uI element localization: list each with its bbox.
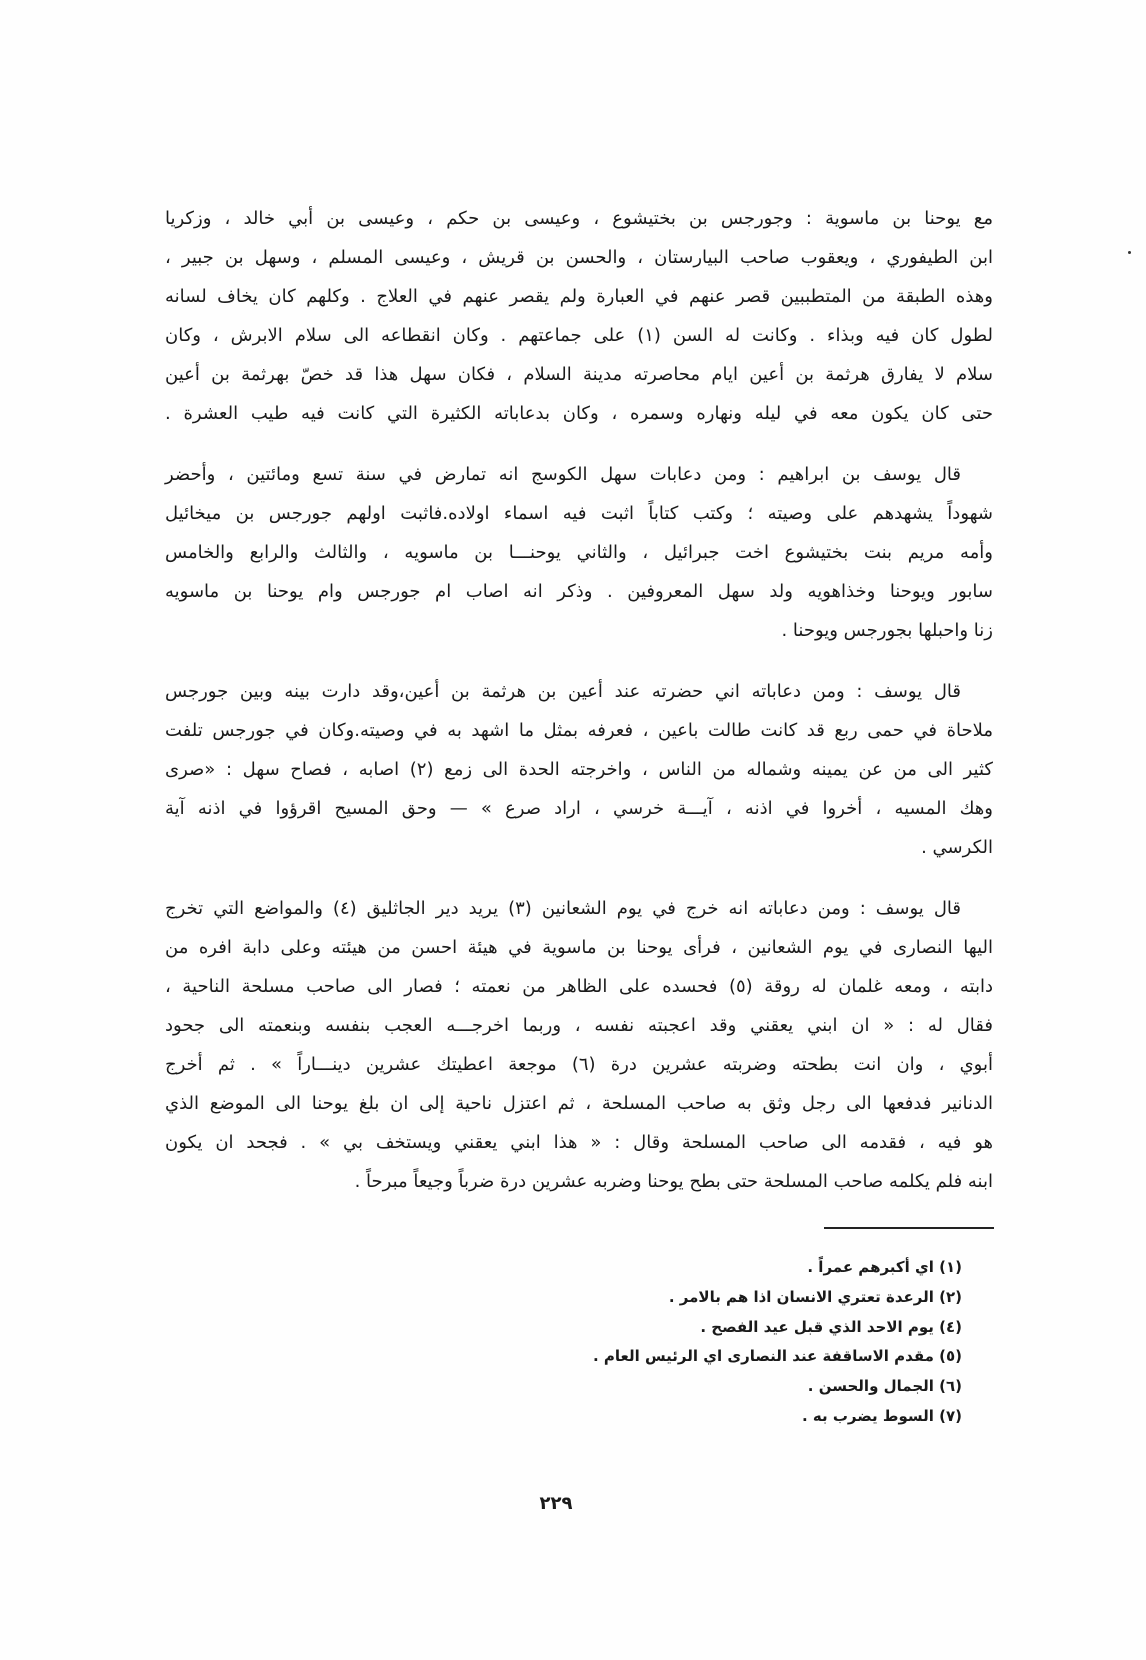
paragraph-4-line-4: فقال له : « ان ابني يعقني وقد اعجبته نفسه ، وربما اخرجـــه العجب بنفسه وبنعمته الى جحود xyxy=(165,1015,993,1036)
paragraph-2-line-5: زنا واحبلها بجورجس ويوحنا . xyxy=(781,620,993,641)
paragraph-2-line-1: قال يوسف بن ابراهيم : ومن دعابات سهل الكوسج انه تمارض في سنة تسع ومائتين ، وأحضر xyxy=(165,464,961,485)
footnote-1: (١) اي أكبرهم عمراً . xyxy=(807,1258,962,1276)
paragraph-3 xyxy=(165,672,993,867)
paragraph-4-line-2: اليها النصارى في يوم الشعانين ، فرأى يوحنا بن ماسوية في هيئة احسن من هيئته وعلى دابة افره من xyxy=(165,937,993,958)
footnote-separator xyxy=(824,1227,994,1229)
body-text xyxy=(165,199,993,1223)
paragraph-1-line-5: سلام لا يفارق هرثمة بن أعين ايام محاصرته مدينة السلام ، فكان سهل هذا قد خصّ بهرثمة بن أعين xyxy=(165,364,993,385)
paragraph-2-line-2: شهوداً يشهدهم على وصيته ؛ وكتب كتاباً اثبت فيه اسماء اولاده.فاثبت اولهم جورجس بن ميخائيل xyxy=(165,503,993,524)
paragraph-4-line-6: الدنانير فدفعها الى رجل وثق به صاحب المسلحة ، ثم اعتزل ناحية إلى ان بلغ يوحنا الى الموضع الذي xyxy=(165,1093,993,1114)
paragraph-1 xyxy=(165,199,993,433)
paragraph-3-line-5: الكرسي . xyxy=(921,837,993,858)
page-number: ٢٢٩ xyxy=(539,1493,573,1514)
footnote-7: (٧) السوط يضرب به . xyxy=(801,1406,962,1425)
paragraph-2 xyxy=(165,455,993,650)
footnotes xyxy=(402,1253,962,1432)
paragraph-3-line-2: ملاحاة في حمى ربع قد كانت طالت باعين ، فعرفه بمثل ما اشهد به في وصيته.وكان في جورجس تلفت xyxy=(165,720,993,741)
paragraph-4 xyxy=(165,889,993,1201)
scan-speck xyxy=(1128,251,1131,254)
paragraph-1-line-2: ابن الطيفوري ، ويعقوب صاحب البيارستان ، والحسن بن قريش ، وعيسى المسلم ، وسهل بن جبير ، xyxy=(165,247,993,268)
paragraph-1-line-6: حتى كان يكون معه في ليله ونهاره وسمره ، وكان بدعاباته الكثيرة التي كانت فيه طيب العشرة . xyxy=(165,403,993,424)
paragraph-3-line-3: كثير الى من عن يمينه وشماله من الناس ، واخرجته الحدة الى زمع (٢) اصابه ، فصاح سهل : «صرى xyxy=(165,759,993,780)
footnote-5: (٥) مقدم الاساقفة عند النصارى اي الرئيس العام . xyxy=(592,1347,962,1366)
paragraph-3-line-4: وهك المسيه ، أخروا في اذنه ، آيـــة خرسي ، اراد صرع » — وحق المسيح اقرؤوا في اذنه آية xyxy=(165,798,993,819)
paragraph-1-line-1: مع يوحنا بن ماسوية : وجورجس بن بختيشوع ، وعيسى بن حكم ، وعيسى بن أبي خالد ، وزكريا xyxy=(165,208,993,229)
paragraph-4-line-5: أبوي ، وان انت بطحته وضربته عشرين درة (٦) موجعة اعطيتك عشرين دينـــاراً » . ثم أخرج xyxy=(165,1054,993,1075)
footnote-6: (٦) الجمال والحسن . xyxy=(807,1377,962,1396)
paragraph-1-line-4: لطول كان فيه وبذاء . وكانت له السن (١) على جماعتهم . وكان انقطاعه الى سلام الابرش ، وكان xyxy=(165,325,994,346)
paragraph-2-line-4: سابور ويوحنا وخذاهويه ولد سهل المعروفين . وذكر انه اصاب ام جورجس وام يوحنا بن ماسويه xyxy=(165,581,993,602)
paragraph-2-line-3: وأمه مريم بنت بختيشوع اخت جبرائيل ، والثاني يوحنـــا بن ماسويه ، والثالث والرابع والخامس xyxy=(165,542,993,563)
paragraph-4-line-1: قال يوسف : ومن دعاباته انه خرج في يوم الشعانين (٣) يريد دير الجاثليق (٤) والمواضع التي تخرج xyxy=(165,898,961,919)
paragraph-4-line-7: هو فيه ، فقدمه الى صاحب المسلحة وقال : « هذا ابني يعقني ويستخف بي » . فجحد ان يكون xyxy=(165,1132,993,1153)
paragraph-1-line-3: وهذه الطبقة من المتطببين قصر عنهم في العبارة ولم يقصر عنهم في العلاج . وكلهم كان يخاف لسانه xyxy=(165,286,993,307)
paragraph-4-line-3: دابته ، ومعه غلمان له روقة (٥) فحسده على الظاهر من نعمته ؛ فصار الى صاحب مسلحة الناحية ، xyxy=(165,976,993,997)
footnote-4: (٤) يوم الاحد الذي قبل عيد الفصح . xyxy=(700,1317,962,1336)
footnote-2: (٢) الرعدة تعتري الانسان اذا هم بالامر . xyxy=(668,1287,962,1306)
paragraph-3-line-1: قال يوسف : ومن دعاباته اني حضرته عند أعين بن هرثمة بن أعين،وقد دارت بينه وبين جورجس xyxy=(165,681,961,702)
paragraph-4-line-8: ابنه فلم يكلمه صاحب المسلحة حتى بطح يوحنا وضربه عشرين درة ضرباً وجيعاً مبرحاً . xyxy=(354,1171,993,1192)
